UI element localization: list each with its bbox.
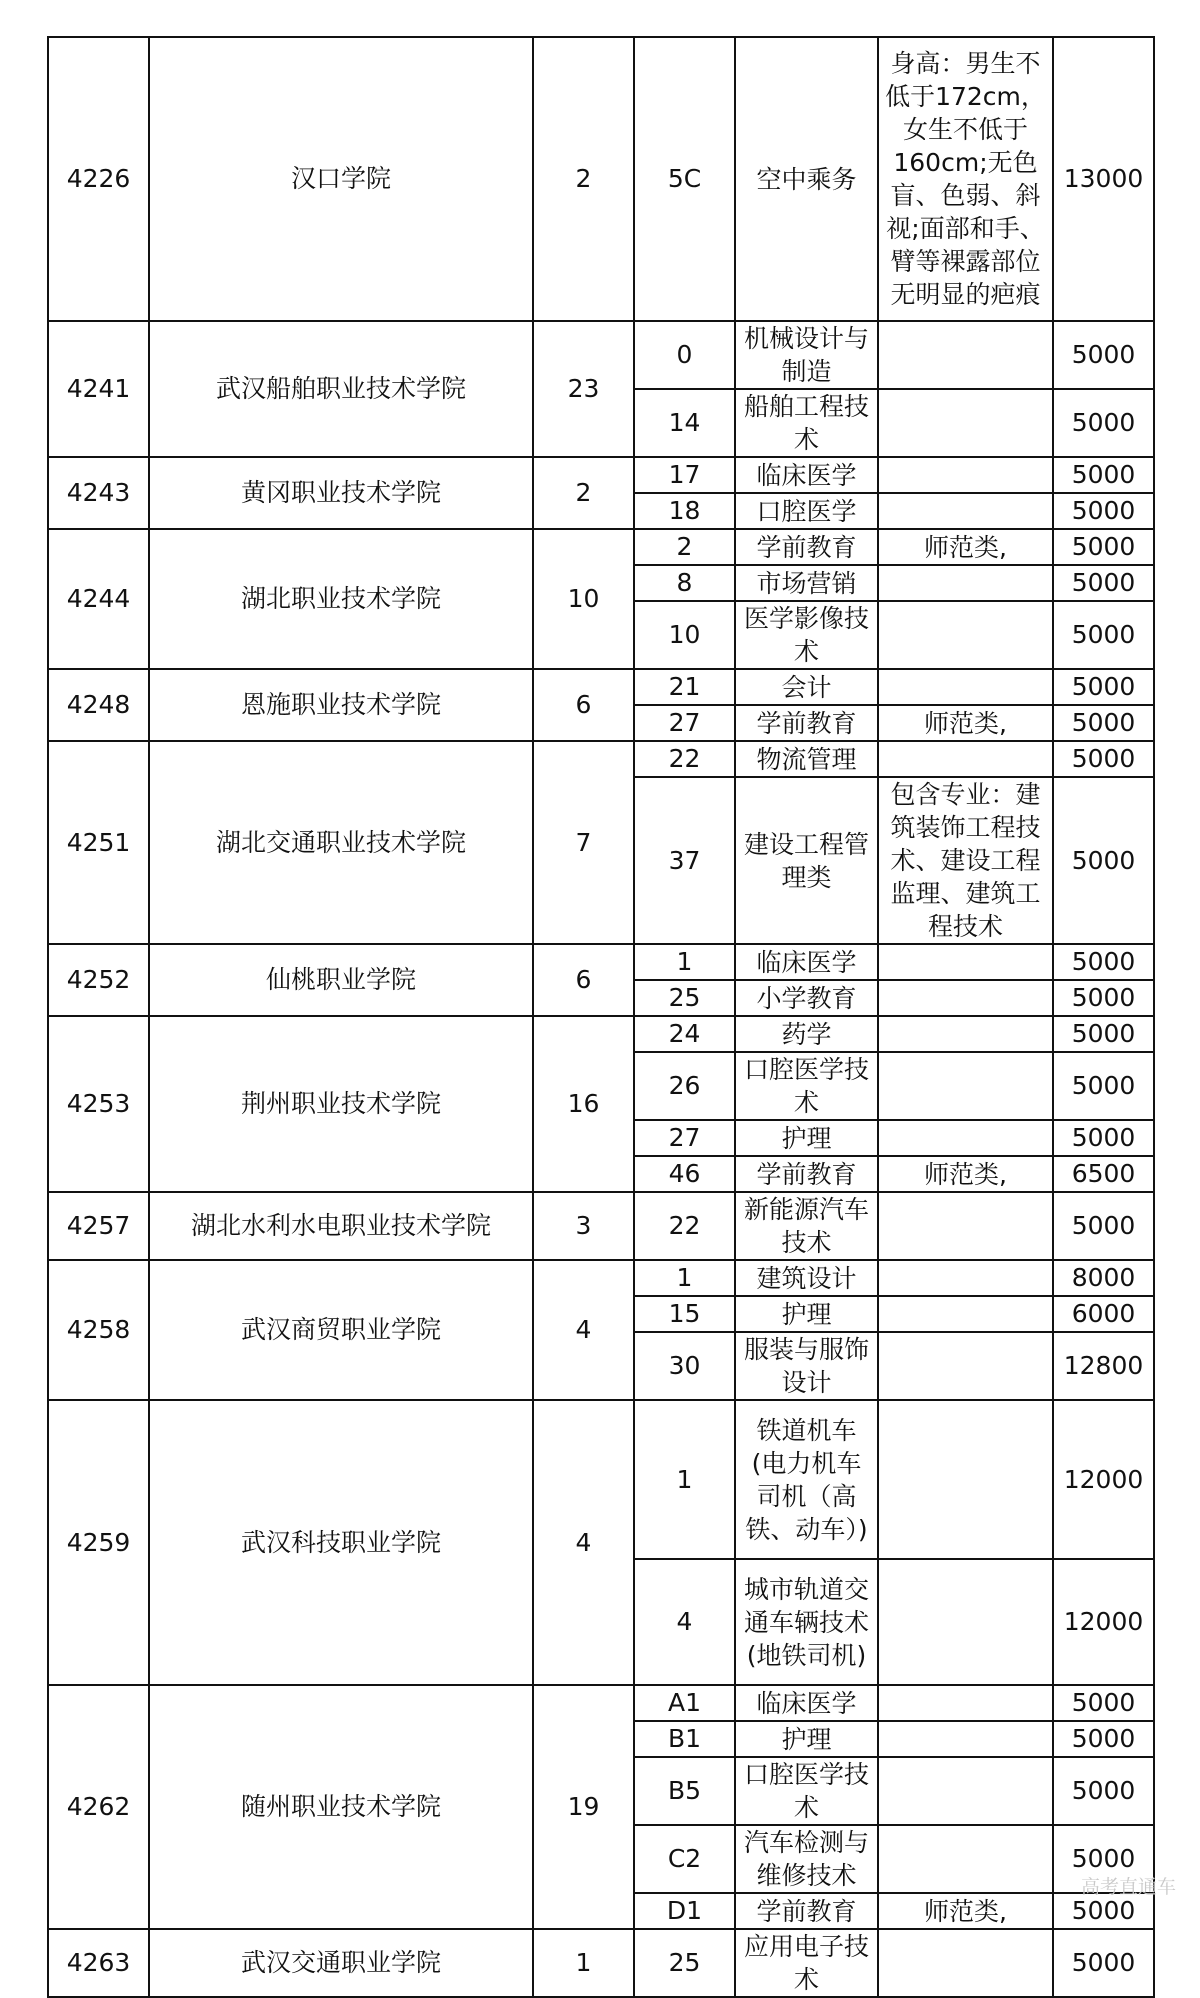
major-code-cell: 26 bbox=[634, 1052, 735, 1120]
school-code-cell: 4258 bbox=[48, 1260, 149, 1400]
table-row bbox=[48, 741, 1154, 777]
major-code-cell: 0 bbox=[634, 321, 735, 389]
major-code-cell: 25 bbox=[634, 1929, 735, 1997]
table-row bbox=[48, 37, 1154, 321]
major-code-cell: A1 bbox=[634, 1685, 735, 1721]
major-code-cell: B5 bbox=[634, 1757, 735, 1825]
school-code-cell: 4226 bbox=[48, 37, 149, 321]
table-row bbox=[48, 1929, 1154, 1997]
watermark: 高考直通车 bbox=[1080, 1876, 1176, 1898]
table-row bbox=[48, 944, 1154, 980]
major-name-cell: 建设工程管理类 bbox=[735, 777, 878, 944]
major-name-cell: 船舶工程技术 bbox=[735, 389, 878, 457]
major-code-cell: 1 bbox=[634, 944, 735, 980]
tuition-cell: 13000 bbox=[1053, 37, 1154, 321]
major-code-cell: 22 bbox=[634, 1192, 735, 1260]
major-name-cell: 应用电子技术 bbox=[735, 1929, 878, 1997]
remark-cell: 包含专业：建筑装饰工程技术、建设工程监理、建筑工程技术 bbox=[878, 777, 1053, 944]
tuition-cell: 5000 bbox=[1053, 980, 1154, 1016]
tuition-cell: 5000 bbox=[1053, 389, 1154, 457]
remark-cell: 师范类, bbox=[878, 1156, 1053, 1192]
table-row bbox=[48, 529, 1154, 565]
school-name-cell: 湖北职业技术学院 bbox=[149, 529, 533, 669]
major-name-cell: 护理 bbox=[735, 1120, 878, 1156]
major-name-cell: 学前教育 bbox=[735, 1893, 878, 1929]
remark-cell bbox=[878, 1721, 1053, 1757]
major-name-cell: 汽车检测与维修技术 bbox=[735, 1825, 878, 1893]
plan-count-cell: 2 bbox=[533, 37, 634, 321]
major-code-cell: 14 bbox=[634, 389, 735, 457]
major-code-cell: 17 bbox=[634, 457, 735, 493]
tuition-cell: 5000 bbox=[1053, 1052, 1154, 1120]
tuition-cell: 5000 bbox=[1053, 669, 1154, 705]
table-row bbox=[48, 1260, 1154, 1296]
major-name-cell: 临床医学 bbox=[735, 1685, 878, 1721]
tuition-cell: 5000 bbox=[1053, 529, 1154, 565]
tuition-cell: 5000 bbox=[1053, 1825, 1154, 1893]
school-name-cell: 汉口学院 bbox=[149, 37, 533, 321]
major-code-cell: 1 bbox=[634, 1260, 735, 1296]
tuition-cell: 6000 bbox=[1053, 1296, 1154, 1332]
major-name-cell: 物流管理 bbox=[735, 741, 878, 777]
major-name-cell: 学前教育 bbox=[735, 529, 878, 565]
school-name-cell: 武汉科技职业学院 bbox=[149, 1400, 533, 1685]
table-row bbox=[48, 1400, 1154, 1559]
school-name-cell: 黄冈职业技术学院 bbox=[149, 457, 533, 529]
major-code-cell: 1 bbox=[634, 1400, 735, 1559]
tuition-cell: 5000 bbox=[1053, 457, 1154, 493]
tuition-cell: 5000 bbox=[1053, 601, 1154, 669]
tuition-cell: 5000 bbox=[1053, 777, 1154, 944]
major-name-cell: 小学教育 bbox=[735, 980, 878, 1016]
remark-cell bbox=[878, 1332, 1053, 1400]
school-code-cell: 4252 bbox=[48, 944, 149, 1016]
major-name-cell: 空中乘务 bbox=[735, 37, 878, 321]
plan-count-cell: 4 bbox=[533, 1400, 634, 1685]
major-code-cell: 2 bbox=[634, 529, 735, 565]
school-name-cell: 随州职业技术学院 bbox=[149, 1685, 533, 1929]
plan-count-cell: 6 bbox=[533, 669, 634, 741]
major-code-cell: 21 bbox=[634, 669, 735, 705]
remark-cell bbox=[878, 321, 1053, 389]
major-name-cell: 会计 bbox=[735, 669, 878, 705]
tuition-cell: 5000 bbox=[1053, 493, 1154, 529]
tuition-cell: 5000 bbox=[1053, 1685, 1154, 1721]
remark-cell bbox=[878, 1120, 1053, 1156]
major-code-cell: 18 bbox=[634, 493, 735, 529]
school-name-cell: 仙桃职业学院 bbox=[149, 944, 533, 1016]
plan-count-cell: 3 bbox=[533, 1192, 634, 1260]
major-code-cell: 37 bbox=[634, 777, 735, 944]
major-name-cell: 临床医学 bbox=[735, 944, 878, 980]
table-row bbox=[48, 321, 1154, 389]
plan-count-cell: 10 bbox=[533, 529, 634, 669]
major-name-cell: 药学 bbox=[735, 1016, 878, 1052]
major-name-cell: 建筑设计 bbox=[735, 1260, 878, 1296]
major-name-cell: 新能源汽车技术 bbox=[735, 1192, 878, 1260]
tuition-cell: 5000 bbox=[1053, 1192, 1154, 1260]
remark-cell bbox=[878, 1260, 1053, 1296]
major-name-cell: 护理 bbox=[735, 1296, 878, 1332]
remark-cell bbox=[878, 944, 1053, 980]
tuition-cell: 5000 bbox=[1053, 321, 1154, 389]
tuition-cell: 5000 bbox=[1053, 565, 1154, 601]
tuition-cell: 5000 bbox=[1053, 1721, 1154, 1757]
major-name-cell: 口腔医学技术 bbox=[735, 1052, 878, 1120]
remark-cell: 师范类, bbox=[878, 705, 1053, 741]
school-name-cell: 武汉交通职业学院 bbox=[149, 1929, 533, 1997]
school-name-cell: 恩施职业技术学院 bbox=[149, 669, 533, 741]
remark-cell bbox=[878, 1757, 1053, 1825]
table-row bbox=[48, 457, 1154, 493]
plan-count-cell: 19 bbox=[533, 1685, 634, 1929]
tuition-cell: 5000 bbox=[1053, 1016, 1154, 1052]
remark-cell bbox=[878, 493, 1053, 529]
plan-count-cell: 6 bbox=[533, 944, 634, 1016]
table-row bbox=[48, 1016, 1154, 1052]
tuition-cell: 6500 bbox=[1053, 1156, 1154, 1192]
plan-count-cell: 1 bbox=[533, 1929, 634, 1997]
major-name-cell: 临床医学 bbox=[735, 457, 878, 493]
major-code-cell: B1 bbox=[634, 1721, 735, 1757]
major-code-cell: 25 bbox=[634, 980, 735, 1016]
school-code-cell: 4243 bbox=[48, 457, 149, 529]
tuition-cell: 5000 bbox=[1053, 1893, 1154, 1929]
major-name-cell: 护理 bbox=[735, 1721, 878, 1757]
major-name-cell: 医学影像技术 bbox=[735, 601, 878, 669]
tuition-cell: 5000 bbox=[1053, 1929, 1154, 1997]
major-code-cell: 27 bbox=[634, 1120, 735, 1156]
plan-count-cell: 16 bbox=[533, 1016, 634, 1192]
school-code-cell: 4248 bbox=[48, 669, 149, 741]
school-code-cell: 4251 bbox=[48, 741, 149, 944]
school-code-cell: 4259 bbox=[48, 1400, 149, 1685]
table-row bbox=[48, 1192, 1154, 1260]
major-name-cell: 学前教育 bbox=[735, 1156, 878, 1192]
major-name-cell: 机械设计与制造 bbox=[735, 321, 878, 389]
plan-count-cell: 23 bbox=[533, 321, 634, 457]
school-code-cell: 4244 bbox=[48, 529, 149, 669]
plan-count-cell: 2 bbox=[533, 457, 634, 529]
major-code-cell: D1 bbox=[634, 1893, 735, 1929]
tuition-cell: 12000 bbox=[1053, 1400, 1154, 1559]
enrollment-table bbox=[47, 36, 1155, 1998]
major-name-cell: 服装与服饰设计 bbox=[735, 1332, 878, 1400]
school-code-cell: 4257 bbox=[48, 1192, 149, 1260]
table-row bbox=[48, 669, 1154, 705]
plan-count-cell: 4 bbox=[533, 1260, 634, 1400]
remark-cell bbox=[878, 1929, 1053, 1997]
remark-cell bbox=[878, 980, 1053, 1016]
remark-cell bbox=[878, 1296, 1053, 1332]
school-name-cell: 荆州职业技术学院 bbox=[149, 1016, 533, 1192]
tuition-cell: 5000 bbox=[1053, 1757, 1154, 1825]
tuition-cell: 12800 bbox=[1053, 1332, 1154, 1400]
remark-cell bbox=[878, 741, 1053, 777]
major-name-cell: 市场营销 bbox=[735, 565, 878, 601]
tuition-cell: 5000 bbox=[1053, 944, 1154, 980]
major-code-cell: 27 bbox=[634, 705, 735, 741]
major-code-cell: 24 bbox=[634, 1016, 735, 1052]
remark-cell: 师范类, bbox=[878, 529, 1053, 565]
major-code-cell: 46 bbox=[634, 1156, 735, 1192]
remark-cell bbox=[878, 457, 1053, 493]
remark-cell bbox=[878, 1016, 1053, 1052]
school-name-cell: 武汉船舶职业技术学院 bbox=[149, 321, 533, 457]
school-code-cell: 4241 bbox=[48, 321, 149, 457]
tuition-cell: 5000 bbox=[1053, 705, 1154, 741]
major-name-cell: 铁道机车(电力机车司机（高铁、动车）) bbox=[735, 1400, 878, 1559]
remark-cell bbox=[878, 1192, 1053, 1260]
remark-cell bbox=[878, 1400, 1053, 1559]
tuition-cell: 5000 bbox=[1053, 741, 1154, 777]
remark-cell bbox=[878, 669, 1053, 705]
major-code-cell: 22 bbox=[634, 741, 735, 777]
remark-cell bbox=[878, 389, 1053, 457]
major-code-cell: 10 bbox=[634, 601, 735, 669]
remark-cell bbox=[878, 1825, 1053, 1893]
school-code-cell: 4262 bbox=[48, 1685, 149, 1929]
remark-cell: 身高：男生不低于172cm，女生不低于160cm;无色盲、色弱、斜视;面部和手、臂等裸露部位无明显的疤痕 bbox=[878, 37, 1053, 321]
remark-cell bbox=[878, 601, 1053, 669]
remark-cell bbox=[878, 1052, 1053, 1120]
table-row bbox=[48, 1685, 1154, 1721]
remark-cell: 师范类, bbox=[878, 1893, 1053, 1929]
school-code-cell: 4253 bbox=[48, 1016, 149, 1192]
major-code-cell: 5C bbox=[634, 37, 735, 321]
school-name-cell: 湖北交通职业技术学院 bbox=[149, 741, 533, 944]
school-name-cell: 湖北水利水电职业技术学院 bbox=[149, 1192, 533, 1260]
major-code-cell: C2 bbox=[634, 1825, 735, 1893]
major-name-cell: 学前教育 bbox=[735, 705, 878, 741]
school-code-cell: 4263 bbox=[48, 1929, 149, 1997]
major-name-cell: 口腔医学技术 bbox=[735, 1757, 878, 1825]
school-name-cell: 武汉商贸职业学院 bbox=[149, 1260, 533, 1400]
remark-cell bbox=[878, 1685, 1053, 1721]
remark-cell bbox=[878, 1559, 1053, 1685]
major-code-cell: 15 bbox=[634, 1296, 735, 1332]
major-name-cell: 城市轨道交通车辆技术(地铁司机) bbox=[735, 1559, 878, 1685]
major-code-cell: 4 bbox=[634, 1559, 735, 1685]
major-name-cell: 口腔医学 bbox=[735, 493, 878, 529]
remark-cell bbox=[878, 565, 1053, 601]
plan-count-cell: 7 bbox=[533, 741, 634, 944]
tuition-cell: 8000 bbox=[1053, 1260, 1154, 1296]
tuition-cell: 5000 bbox=[1053, 1120, 1154, 1156]
tuition-cell: 12000 bbox=[1053, 1559, 1154, 1685]
major-code-cell: 8 bbox=[634, 565, 735, 601]
major-code-cell: 30 bbox=[634, 1332, 735, 1400]
